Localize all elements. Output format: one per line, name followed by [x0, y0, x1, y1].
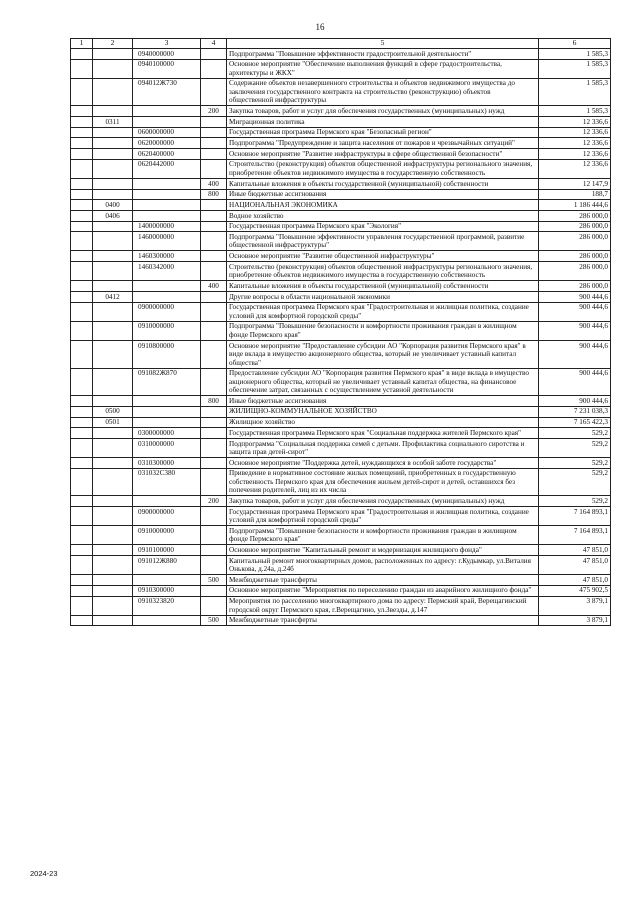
cell-expense-type [201, 556, 227, 575]
cell-amount: 12 336,6 [539, 117, 611, 128]
cell-target-code: 0310000000 [133, 438, 201, 457]
cell-amount: 47 851,0 [539, 575, 611, 586]
cell-name: Строительство (реконструкция) объектов общественной инфраструктуры регионального значения, приобретение объектов недвижимого имущества в государственную собственность [227, 262, 539, 281]
cell-amount: 1 585,3 [539, 48, 611, 59]
cell-expense-type [201, 458, 227, 469]
cell-target-code: 0620442000 [133, 159, 201, 178]
cell-section [71, 281, 93, 292]
cell-section [71, 78, 93, 106]
cell-amount: 286 000,0 [539, 251, 611, 262]
cell-target-code [133, 417, 201, 428]
table-row [71, 78, 611, 106]
cell-expense-type [201, 585, 227, 596]
cell-amount: 286 000,0 [539, 210, 611, 221]
header-cell: 6 [539, 39, 611, 49]
cell-target-code: 0910000000 [133, 321, 201, 340]
cell-amount: 475 902,5 [539, 585, 611, 596]
cell-section [71, 438, 93, 457]
cell-amount: 529,2 [539, 468, 611, 496]
cell-amount: 1 585,3 [539, 78, 611, 106]
cell-target-code [133, 396, 201, 407]
cell-target-code: 0910800000 [133, 340, 201, 368]
table-row [71, 596, 611, 615]
cell-section [71, 138, 93, 149]
cell-subsection [93, 127, 133, 138]
cell-name: Закупка товаров, работ и услуг для обеспечения государственных (муниципальных) нужд [227, 106, 539, 117]
cell-name: Государственная программа Пермского края "Социальная поддержка жителей Пермского края" [227, 428, 539, 439]
cell-name: Водное хозяйство [227, 210, 539, 221]
cell-section [71, 585, 93, 596]
cell-target-code: 0310300000 [133, 458, 201, 469]
cell-amount: 529,2 [539, 438, 611, 457]
cell-expense-type [201, 340, 227, 368]
cell-subsection [93, 496, 133, 507]
cell-target-code: 0910300000 [133, 585, 201, 596]
cell-name: Основное мероприятие "Мероприятия по переселению граждан из аварийного жилищного фонда" [227, 585, 539, 596]
cell-amount: 188,7 [539, 189, 611, 200]
cell-expense-type [201, 210, 227, 221]
cell-section [71, 221, 93, 232]
cell-amount: 529,2 [539, 496, 611, 507]
cell-amount: 286 000,0 [539, 281, 611, 292]
cell-amount: 529,2 [539, 458, 611, 469]
cell-expense-type [201, 200, 227, 211]
table-row [71, 496, 611, 507]
cell-section [71, 545, 93, 556]
cell-subsection [93, 251, 133, 262]
cell-section [71, 117, 93, 128]
cell-expense-type: 400 [201, 178, 227, 189]
cell-section [71, 428, 93, 439]
cell-subsection [93, 428, 133, 439]
cell-target-code: 1460342000 [133, 262, 201, 281]
table-row [71, 615, 611, 626]
cell-section [71, 368, 93, 396]
cell-subsection [93, 396, 133, 407]
cell-subsection [93, 302, 133, 321]
cell-name: ЖИЛИЩНО-КОММУНАЛЬНОЕ ХОЗЯЙСТВО [227, 406, 539, 417]
cell-target-code [133, 117, 201, 128]
cell-target-code [133, 615, 201, 626]
cell-subsection [93, 232, 133, 251]
cell-amount: 12 336,6 [539, 127, 611, 138]
table-row [71, 545, 611, 556]
cell-target-code: 1460300000 [133, 251, 201, 262]
cell-name: Подпрограмма "Повышение эффективности управления государственной программой, развитие общественной инфраструктуры" [227, 232, 539, 251]
cell-name: Другие вопросы в области национальной экономики [227, 291, 539, 302]
cell-subsection [93, 138, 133, 149]
cell-target-code: 0620400000 [133, 149, 201, 160]
cell-section [71, 321, 93, 340]
cell-subsection [93, 615, 133, 626]
table-row [71, 526, 611, 545]
cell-section [71, 178, 93, 189]
cell-target-code: 091012Ж880 [133, 556, 201, 575]
cell-subsection [93, 321, 133, 340]
cell-name: Строительство (реконструкция) объектов общественной инфраструктуры регионального значения, приобретение объектов недвижимого имущества в государственную собственность [227, 159, 539, 178]
cell-target-code: 1460000000 [133, 232, 201, 251]
cell-subsection [93, 281, 133, 292]
cell-expense-type [201, 48, 227, 59]
cell-name: Основное мероприятие "Поддержка детей, нуждающихся в особой заботе государства" [227, 458, 539, 469]
cell-target-code: 094012Ж730 [133, 78, 201, 106]
cell-amount: 7 164 893,1 [539, 526, 611, 545]
cell-expense-type [201, 232, 227, 251]
table-row [71, 302, 611, 321]
table-row [71, 251, 611, 262]
cell-subsection: 0406 [93, 210, 133, 221]
cell-section [71, 507, 93, 526]
table-row [71, 340, 611, 368]
cell-subsection [93, 368, 133, 396]
table-row [71, 149, 611, 160]
cell-section [71, 417, 93, 428]
cell-section [71, 302, 93, 321]
table-row [71, 178, 611, 189]
cell-name: Иные бюджетные ассигнования [227, 189, 539, 200]
cell-name: Предоставление субсидии АО "Корпорация развития Пермского края" в виде вклада в имущество акционерного общества, который не увеличивает уставный капитал общества, на финансовое обеспечение затрат, связанных с осуществлением уставной деятельности [227, 368, 539, 396]
cell-amount: 3 879,1 [539, 615, 611, 626]
cell-amount: 286 000,0 [539, 262, 611, 281]
cell-section [71, 210, 93, 221]
cell-expense-type [201, 507, 227, 526]
cell-target-code [133, 200, 201, 211]
cell-expense-type: 200 [201, 106, 227, 117]
cell-section [71, 468, 93, 496]
cell-expense-type [201, 221, 227, 232]
cell-expense-type [201, 117, 227, 128]
cell-expense-type [201, 251, 227, 262]
cell-expense-type [201, 59, 227, 78]
cell-expense-type: 400 [201, 281, 227, 292]
cell-name: Государственная программа Пермского края "Градостроительная и жилищная политика, создание условий для комфортной городской среды" [227, 507, 539, 526]
cell-name: Подпрограмма "Предупреждение и защита населения от пожаров и чрезвычайных ситуаций" [227, 138, 539, 149]
cell-target-code [133, 291, 201, 302]
cell-subsection [93, 159, 133, 178]
cell-expense-type [201, 149, 227, 160]
table-row [71, 189, 611, 200]
cell-section [71, 396, 93, 407]
cell-name: Приведение в нормативное состояние жилых помещений, приобретенных в государственную собственность Пермского края для обеспечения жильем детей-сирот и детей, оставшихся без попечения родителей, лиц из их числа [227, 468, 539, 496]
cell-target-code: 031032С380 [133, 468, 201, 496]
cell-subsection [93, 458, 133, 469]
cell-name: Капитальный ремонт многоквартирных домов, расположенных по адресу: г.Кудымкар, ул.Виталия Онькова, д.24а, д.24б [227, 556, 539, 575]
cell-subsection: 0412 [93, 291, 133, 302]
cell-name: Межбюджетные трансферты [227, 615, 539, 626]
cell-name: Миграционная политика [227, 117, 539, 128]
cell-target-code: 091082Ж870 [133, 368, 201, 396]
cell-expense-type: 500 [201, 615, 227, 626]
cell-expense-type [201, 321, 227, 340]
table-row [71, 138, 611, 149]
cell-name: Межбюджетные трансферты [227, 575, 539, 586]
cell-expense-type [201, 127, 227, 138]
cell-section [71, 262, 93, 281]
cell-section [71, 458, 93, 469]
cell-expense-type [201, 468, 227, 496]
table-row [71, 232, 611, 251]
table-row [71, 428, 611, 439]
cell-subsection: 0400 [93, 200, 133, 211]
cell-amount: 900 444,6 [539, 368, 611, 396]
table-header-row [71, 39, 611, 49]
cell-name: Закупка товаров, работ и услуг для обеспечения государственных (муниципальных) нужд [227, 496, 539, 507]
cell-section [71, 48, 93, 59]
table-row [71, 159, 611, 178]
cell-name: Жилищное хозяйство [227, 417, 539, 428]
cell-amount: 47 851,0 [539, 545, 611, 556]
cell-subsection [93, 575, 133, 586]
cell-name: Государственная программа Пермского края "Градостроительная и жилищная политика, создание условий для комфортной городской среды" [227, 302, 539, 321]
cell-section [71, 340, 93, 368]
cell-name: Подпрограмма "Повышение эффективности градостроительной деятельности" [227, 48, 539, 59]
cell-amount: 1 186 444,6 [539, 200, 611, 211]
cell-name: Подпрограмма "Социальная поддержка семей с детьми. Профилактика социального сиротства и защита прав детей-сирот" [227, 438, 539, 457]
cell-expense-type [201, 291, 227, 302]
cell-subsection [93, 545, 133, 556]
cell-target-code: 0300000000 [133, 428, 201, 439]
table-row [71, 321, 611, 340]
cell-amount: 1 585,3 [539, 59, 611, 78]
table-row [71, 406, 611, 417]
header-cell: 5 [227, 39, 539, 49]
table-row [71, 200, 611, 211]
table-row [71, 291, 611, 302]
cell-expense-type [201, 526, 227, 545]
table-row [71, 262, 611, 281]
cell-expense-type: 800 [201, 189, 227, 200]
cell-amount: 12 147,9 [539, 178, 611, 189]
cell-target-code: 0900000000 [133, 507, 201, 526]
cell-target-code [133, 189, 201, 200]
table-row [71, 417, 611, 428]
cell-expense-type [201, 78, 227, 106]
cell-subsection [93, 438, 133, 457]
cell-amount: 900 444,6 [539, 302, 611, 321]
header-cell: 4 [201, 39, 227, 49]
table-row [71, 396, 611, 407]
cell-subsection [93, 556, 133, 575]
cell-target-code [133, 406, 201, 417]
cell-target-code: 0910100000 [133, 545, 201, 556]
table-row [71, 468, 611, 496]
cell-target-code [133, 210, 201, 221]
cell-target-code [133, 575, 201, 586]
table-row [71, 585, 611, 596]
cell-target-code: 0620000000 [133, 138, 201, 149]
cell-name: Капитальные вложения в объекты государственной (муниципальной) собственности [227, 178, 539, 189]
cell-subsection [93, 59, 133, 78]
cell-expense-type: 200 [201, 496, 227, 507]
cell-subsection [93, 596, 133, 615]
table-row [71, 117, 611, 128]
table-row [71, 556, 611, 575]
cell-subsection [93, 526, 133, 545]
cell-target-code [133, 178, 201, 189]
cell-expense-type [201, 159, 227, 178]
cell-name: Государственная программа Пермского края "Экология" [227, 221, 539, 232]
cell-section [71, 159, 93, 178]
table-row [71, 438, 611, 457]
cell-section [71, 615, 93, 626]
cell-target-code: 0940000000 [133, 48, 201, 59]
header-cell: 1 [71, 39, 93, 49]
cell-amount: 47 851,0 [539, 556, 611, 575]
page-number: 16 [315, 22, 325, 32]
cell-section [71, 200, 93, 211]
cell-name: Капитальные вложения в объекты государственной (муниципальной) собственности [227, 281, 539, 292]
table-row [71, 507, 611, 526]
cell-subsection [93, 340, 133, 368]
cell-subsection [93, 585, 133, 596]
cell-name: Мероприятия по расселению многоквартирного дома по адресу: Пермский край, Верещагинский городской округ Пермского края, г.Верещагино, ул.Звезды, д.147 [227, 596, 539, 615]
table-row [71, 281, 611, 292]
cell-amount: 900 444,6 [539, 321, 611, 340]
cell-expense-type [201, 302, 227, 321]
cell-name: Основное мероприятие "Обеспечение выполнения функций в сфере градостроительства, архитектуры и ЖКХ" [227, 59, 539, 78]
cell-name: Основное мероприятие "Развитие инфраструктуры в сфере общественной безопасности" [227, 149, 539, 160]
cell-subsection [93, 48, 133, 59]
cell-subsection [93, 189, 133, 200]
cell-target-code: 0940100000 [133, 59, 201, 78]
cell-section [71, 526, 93, 545]
cell-section [71, 556, 93, 575]
cell-amount: 1 585,3 [539, 106, 611, 117]
cell-expense-type [201, 545, 227, 556]
cell-name: Основное мероприятие "Развитие общественной инфраструктуры" [227, 251, 539, 262]
cell-expense-type: 500 [201, 575, 227, 586]
cell-amount: 7 164 893,1 [539, 507, 611, 526]
cell-subsection [93, 262, 133, 281]
cell-section [71, 575, 93, 586]
cell-amount: 900 444,6 [539, 340, 611, 368]
cell-target-code [133, 496, 201, 507]
cell-expense-type [201, 406, 227, 417]
cell-subsection [93, 507, 133, 526]
cell-name: Государственная программа Пермского края "Безопасный регион" [227, 127, 539, 138]
table-row [71, 106, 611, 117]
budget-table [70, 38, 611, 626]
table-row [71, 59, 611, 78]
cell-section [71, 189, 93, 200]
cell-section [71, 496, 93, 507]
cell-amount: 529,2 [539, 428, 611, 439]
footer-code: 2024-23 [30, 869, 58, 878]
cell-subsection [93, 178, 133, 189]
cell-amount: 900 444,6 [539, 396, 611, 407]
cell-section [71, 59, 93, 78]
cell-subsection: 0501 [93, 417, 133, 428]
table-row [71, 575, 611, 586]
cell-subsection: 0500 [93, 406, 133, 417]
cell-target-code [133, 281, 201, 292]
table-row [71, 221, 611, 232]
cell-subsection [93, 106, 133, 117]
cell-amount: 12 336,6 [539, 149, 611, 160]
cell-section [71, 127, 93, 138]
cell-amount: 7 165 422,3 [539, 417, 611, 428]
cell-expense-type [201, 596, 227, 615]
cell-section [71, 149, 93, 160]
cell-amount: 286 000,0 [539, 221, 611, 232]
cell-subsection [93, 149, 133, 160]
table-row [71, 48, 611, 59]
table-row [71, 368, 611, 396]
cell-amount: 7 231 038,3 [539, 406, 611, 417]
cell-target-code: 0910323820 [133, 596, 201, 615]
cell-target-code: 0600000000 [133, 127, 201, 138]
cell-expense-type [201, 138, 227, 149]
cell-target-code [133, 106, 201, 117]
cell-subsection [93, 468, 133, 496]
cell-subsection [93, 78, 133, 106]
cell-section [71, 251, 93, 262]
cell-amount: 286 000,0 [539, 232, 611, 251]
cell-name: Иные бюджетные ассигнования [227, 396, 539, 407]
cell-expense-type [201, 438, 227, 457]
cell-name: Содержание объектов незавершенного строительства и объектов недвижимого имущества до заключения государственного контракта на строительство (реконструкцию) объектов общественной инфраструктуры [227, 78, 539, 106]
cell-section [71, 596, 93, 615]
cell-expense-type [201, 262, 227, 281]
cell-expense-type: 800 [201, 396, 227, 407]
cell-subsection [93, 221, 133, 232]
table-row [71, 458, 611, 469]
cell-section [71, 232, 93, 251]
table-row [71, 127, 611, 138]
cell-expense-type [201, 428, 227, 439]
table-row [71, 210, 611, 221]
cell-name: Основное мероприятие "Капитальный ремонт и модернизация жилищного фонда" [227, 545, 539, 556]
cell-target-code: 1400000000 [133, 221, 201, 232]
cell-name: Подпрограмма "Повышение безопасности и комфортности проживания граждан в жилищном фонде Пермского края" [227, 526, 539, 545]
cell-amount: 12 336,6 [539, 138, 611, 149]
cell-amount: 3 879,1 [539, 596, 611, 615]
header-cell: 3 [133, 39, 201, 49]
cell-amount: 12 336,6 [539, 159, 611, 178]
header-cell: 2 [93, 39, 133, 49]
cell-section [71, 406, 93, 417]
cell-name: Подпрограмма "Повышение безопасности и комфортности проживания граждан в жилищном фонде Пермского края" [227, 321, 539, 340]
cell-amount: 900 444,6 [539, 291, 611, 302]
cell-section [71, 291, 93, 302]
cell-expense-type [201, 417, 227, 428]
cell-subsection: 0311 [93, 117, 133, 128]
cell-target-code: 0910000000 [133, 526, 201, 545]
cell-name: Основное мероприятие "Предоставление субсидии АО "Корпорация развития Пермского края" в виде вклада в имущество акционерного общества, который не увеличивает уставный капитал общества" [227, 340, 539, 368]
cell-name: НАЦИОНАЛЬНАЯ ЭКОНОМИКА [227, 200, 539, 211]
cell-target-code: 0900000000 [133, 302, 201, 321]
cell-section [71, 106, 93, 117]
cell-expense-type [201, 368, 227, 396]
